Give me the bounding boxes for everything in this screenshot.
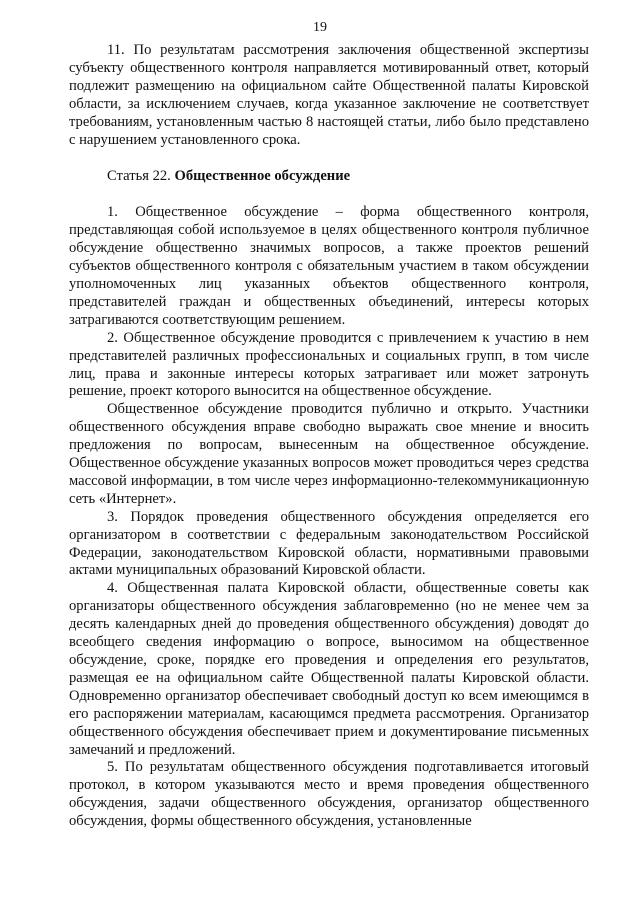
paragraph-5: 5. По результатам общественного обсуждения подготавливается итоговый протокол, в котором указываются место и время проведения общественного обсуждения, задачи общественного обсуждения, организатор общественного обсуждения, формы общественного обсуждения, установленные	[69, 759, 589, 830]
spacer	[69, 149, 589, 168]
page-number: 19	[313, 20, 327, 35]
paragraph-2-continuation: Общественное обсуждение проводится публично и открыто. Участники общественного обсуждения вправе свободно выражать свое мнение и вносить предложения по вопросам, вынесенным на общественное обсуждение. Общественное обсуждение указанных вопросов может проводиться через средства массовой информации, в том числе через информационно-телекоммуникационную сеть «Интернет».	[69, 401, 589, 507]
paragraph-3: 3. Порядок проведения общественного обсуждения определяется его организатором в соответствии с федеральным законодательством Российской Федерации, законодательством Кировской области, нормативными правовыми актами муниципальных образований Кировской области.	[69, 508, 589, 579]
article-heading	[69, 168, 589, 186]
paragraph-4: 4. Общественная палата Кировской области, общественные советы как организаторы общественного обсуждения заблаговременно (но не менее чем за десять календарных дней до проведения общественного обсуждения) доводят до всеобщего сведения информацию о вопросе, выносимом на общественное обсуждение, сроке, порядке его проведения и определения его результатов, размещая ее на официальном сайте Общественной палаты Кировской области. Одновременно организатор обеспечивает свободный доступ ко всем имеющимся в его распоряжении материалам, касающимся предмета рассмотрения. Организатор общественного обсуждения обеспечивает прием и документирование письменных замечаний и предложений.	[69, 580, 589, 758]
paragraph-1: 1. Общественное обсуждение – форма общественного контроля, представляющая собой используемое в целях общественного контроля публичное обсуждение общественно значимых вопросов, а также проектов решений субъектов общественного контроля с обязательным участием в таком обсуждении уполномоченных лиц указанных объектов общественного контроля, представителей граждан и общественных объединений, интересы которых затрагиваются соответствующим решением.	[69, 204, 589, 328]
spacer	[69, 186, 589, 204]
paragraph-2: 2. Общественное обсуждение проводится с привлечением к участию в нем представителей различных профессиональных и социальных групп, в том числе лиц, права и законные интересы которых затрагивает или может затронуть решение, проект которого выносится на общественное обсуждение.	[69, 329, 589, 400]
article-title: Общественное обсуждение	[174, 168, 351, 185]
article-prefix: Статья 22.	[107, 168, 171, 185]
paragraph-11: 11. По результатам рассмотрения заключения общественной экспертизы субъекту общественного контроля направляется мотивированный ответ, который подлежит размещению на официальном сайте Общественной палаты Кировской области, за исключением случаев, когда указанное заключение не соответствует требованиям, установленным частью 8 настоящей статьи, либо было представлено с нарушением установленного срока.	[69, 42, 589, 148]
document-body	[69, 42, 589, 831]
